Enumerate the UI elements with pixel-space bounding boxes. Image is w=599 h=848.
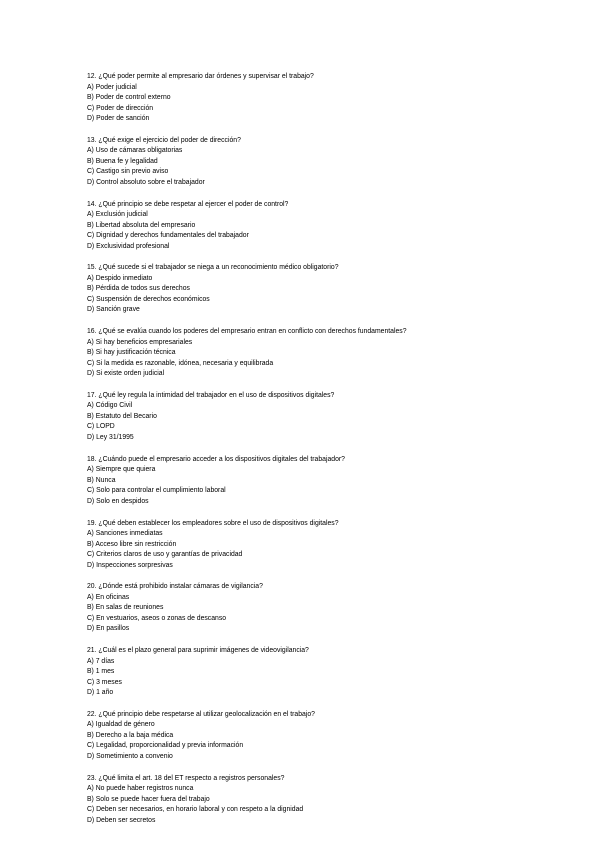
- answer-option-d: D) Ley 31/1995: [87, 431, 134, 441]
- answer-option-b: B) Estatuto del Becario: [87, 410, 157, 420]
- answer-option-a: A) 7 días: [87, 655, 115, 665]
- question-title: 15. ¿Qué sucede si el trabajador se niega a un reconocimiento médico obligatorio?: [87, 262, 339, 272]
- question-title: 13. ¿Qué exige el ejercicio del poder de dirección?: [87, 134, 241, 144]
- answer-option-d: D) 1 año: [87, 687, 114, 697]
- answer-option-a: A) Código Civil: [87, 400, 133, 410]
- answer-option-c: C) LOPD: [87, 421, 115, 431]
- question-item: [87, 390, 517, 443]
- answer-option-b: B) Si hay justificación técnica: [87, 347, 176, 357]
- answer-option-a: A) Siempre que quiera: [87, 464, 156, 474]
- question-item: [87, 199, 517, 252]
- answer-option-c: C) Suspensión de derechos económicos: [87, 293, 210, 303]
- answer-option-d: D) Sometimiento a convenio: [87, 750, 173, 760]
- answer-option-a: A) Sanciones inmediatas: [87, 528, 163, 538]
- answer-option-d: D) Control absoluto sobre el trabajador: [87, 176, 205, 186]
- question-item: [87, 71, 517, 124]
- question-title: 18. ¿Cuándo puede el empresario acceder a los dispositivos digitales del trabajador?: [87, 453, 345, 463]
- answer-option-a: A) En oficinas: [87, 591, 130, 601]
- question-title: 19. ¿Qué deben establecer los empleadores sobre el uso de dispositivos digitales?: [87, 517, 339, 527]
- answer-option-b: B) Buena fe y legalidad: [87, 155, 158, 165]
- question-item: [87, 645, 517, 698]
- answer-option-b: B) En salas de reuniones: [87, 602, 164, 612]
- question-item: [87, 773, 517, 826]
- question-item: [87, 262, 517, 315]
- question-title: 14. ¿Qué principio se debe respetar al ejercer el poder de control?: [87, 198, 289, 208]
- answer-option-b: B) Poder de control externo: [87, 92, 171, 101]
- answer-option-d: D) Poder de sanción: [87, 113, 150, 122]
- answer-option-d: D) En pasillos: [87, 623, 130, 633]
- question-item: [87, 581, 517, 634]
- answer-option-d: D) Si existe orden judicial: [87, 368, 165, 378]
- question-list: [87, 71, 517, 837]
- answer-option-c: C) Poder de dirección: [87, 102, 154, 112]
- question-title: 23. ¿Qué limita el art. 18 del ET respecto a registros personales?: [87, 772, 285, 782]
- answer-option-c: C) 3 meses: [87, 676, 122, 686]
- question-item: [87, 709, 517, 762]
- answer-option-c: C) Dignidad y derechos fundamentales del trabajador: [87, 230, 249, 240]
- question-title: 17. ¿Qué ley regula la intimidad del trabajador en el uso de dispositivos digitales?: [87, 389, 335, 399]
- answer-option-d: D) Solo en despidos: [87, 495, 149, 505]
- answer-option-b: B) Derecho a la baja médica: [87, 729, 174, 739]
- answer-option-a: A) Despido inmediato: [87, 272, 153, 282]
- question-title: 20. ¿Dónde está prohibido instalar cámaras de vigilancia?: [87, 581, 263, 591]
- answer-option-b: B) 1 mes: [87, 666, 115, 676]
- answer-option-c: C) En vestuarios, aseos o zonas de descanso: [87, 612, 227, 622]
- question-item: [87, 454, 517, 507]
- answer-option-a: A) Poder judicial: [87, 81, 137, 91]
- answer-option-c: C) Legalidad, proporcionalidad y previa información: [87, 740, 244, 750]
- question-title: 22. ¿Qué principio debe respetarse al utilizar geolocalización en el trabajo?: [87, 708, 315, 718]
- answer-option-a: A) Exclusión judicial: [87, 209, 148, 219]
- answer-option-c: C) Si la medida es razonable, idónea, necesaria y equilibrada: [87, 357, 274, 367]
- answer-option-c: C) Criterios claros de uso y garantías de privacidad: [87, 549, 243, 559]
- answer-option-d: D) Deben ser secretos: [87, 814, 156, 824]
- answer-option-b: B) Acceso libre sin restricción: [87, 538, 177, 548]
- answer-option-a: A) Si hay beneficios empresariales: [87, 336, 193, 346]
- answer-option-b: B) Pérdida de todos sus derechos: [87, 283, 190, 293]
- answer-option-b: B) Libertad absoluta del empresario: [87, 219, 196, 229]
- answer-option-b: B) Solo se puede hacer fuera del trabajo: [87, 793, 210, 803]
- answer-option-d: D) Sanción grave: [87, 304, 140, 314]
- answer-option-c: C) Castigo sin previo aviso: [87, 166, 169, 176]
- question-item: [87, 326, 517, 379]
- answer-option-b: B) Nunca: [87, 474, 116, 484]
- question-title: 16. ¿Qué se evalúa cuando los poderes del empresario entran en conflicto con derechos fundamentales?: [87, 326, 407, 336]
- question-item: [87, 518, 517, 571]
- question-title: 12. ¿Qué poder permite al empresario dar órdenes y supervisar el trabajo?: [87, 71, 314, 80]
- answer-option-a: A) No puede haber registros nunca: [87, 783, 194, 793]
- answer-option-d: D) Inspecciones sorpresivas: [87, 559, 173, 569]
- answer-option-d: D) Exclusividad profesional: [87, 240, 170, 250]
- answer-option-c: C) Deben ser necesarios, en horario laboral y con respeto a la dignidad: [87, 804, 304, 814]
- answer-option-a: A) Igualdad de género: [87, 719, 155, 729]
- question-title: 21. ¿Cuál es el plazo general para suprimir imágenes de videovigilancia?: [87, 645, 309, 655]
- answer-option-a: A) Uso de cámaras obligatorias: [87, 145, 183, 155]
- answer-option-c: C) Solo para controlar el cumplimiento laboral: [87, 485, 226, 495]
- question-item: [87, 135, 517, 188]
